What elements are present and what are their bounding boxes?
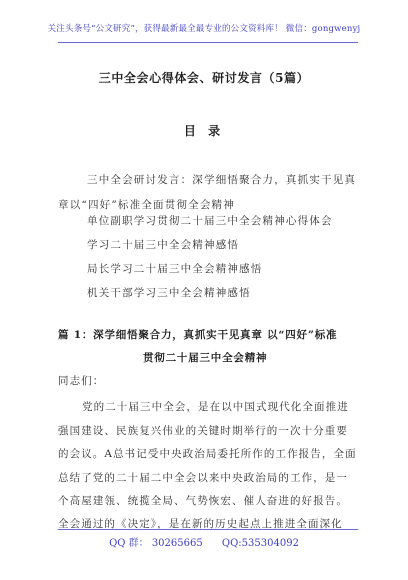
document-title: 三中全会心得体会、研讨发言（5篇） bbox=[98, 71, 310, 85]
paragraph-line: 全会通过的《决定》，是在新的历史起点上推进全面深化 bbox=[58, 518, 343, 530]
paragraph-line: 个高屋建瓴、统揽全局、气势恢宏、催人奋进的好报告。 bbox=[58, 495, 348, 507]
footer-qq: QQ:535304092 bbox=[221, 538, 299, 549]
paragraph-line: 党的二十届三中全会，是在以中国式现代化全面推进 bbox=[82, 401, 349, 413]
toc-item-2: 单位副职学习贯彻二十届三中全会精神心得体会 bbox=[87, 215, 333, 227]
salutation: 同志们： bbox=[58, 375, 105, 387]
section-1-title-line2: 贯彻二十届三中全会精神 bbox=[143, 352, 268, 364]
paragraph-line: 的会议。A总书记受中央政治局委托所作的工作报告，全面 bbox=[58, 448, 357, 460]
footer bbox=[0, 534, 408, 549]
paragraph-line: 总结了党的二十届二中全会以来中央政治局的工作，是一 bbox=[58, 472, 348, 484]
header-banner: 关注头条号“公文研究”，获得最新最全最专业的公文资料库！ 微信：gongwenyj bbox=[47, 24, 361, 34]
paragraph-line: 强国建设、民族复兴伟业的关键时期举行的一次十分重要 bbox=[58, 425, 348, 437]
toc-item-1: 三中全会研讨发言：深学细悟聚合力，真抓实干见真 bbox=[87, 174, 357, 186]
toc-item-3: 学习二十届三中全会精神感悟 bbox=[87, 239, 240, 251]
toc-item-4: 局长学习二十届三中全会精神感悟 bbox=[87, 263, 263, 275]
header-divider bbox=[58, 42, 358, 43]
toc-item-5: 机关干部学习三中全会精神感悟 bbox=[87, 287, 251, 299]
footer-divider bbox=[58, 529, 358, 530]
section-1-title: 篇 1：深学细悟聚合力，真抓实干见真章 以“四好”标准 bbox=[58, 329, 338, 341]
footer-qq-group: QQ 群： 30265665 bbox=[109, 538, 203, 549]
toc-item-1-continued: 章以“四好”标准全面贯彻全会精神 bbox=[58, 199, 235, 211]
toc-heading: 目 录 bbox=[183, 124, 225, 138]
